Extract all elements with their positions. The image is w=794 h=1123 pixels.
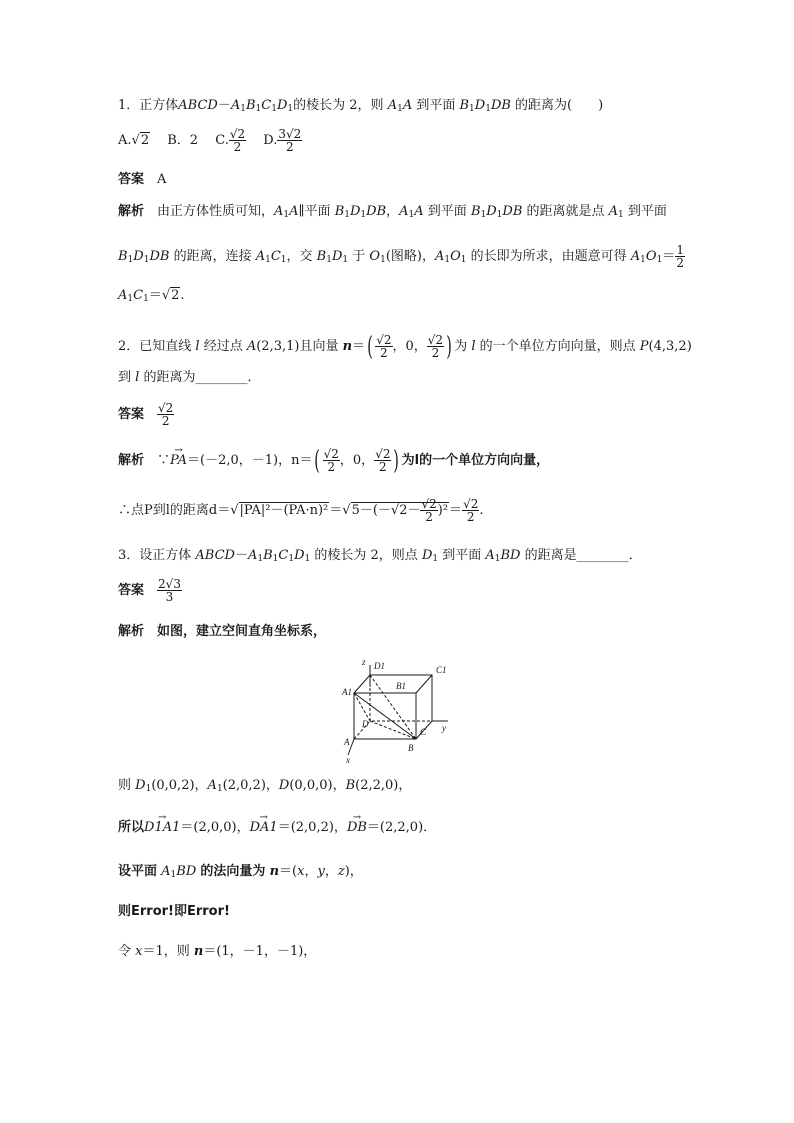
q2-stem-1: 2．已知直线 l 经过点 A(2,3,1)且向量 n＝( $\frac{√2}{2}$ ，0， $\frac{√2}{2}$ ) 为 l 的一个单位方向向量，则点 P(4,3,2) bbox=[118, 331, 692, 362]
q1-stem: 1．正方体$ABCD-A_1B_1C_1D_1$的棱长为 2，则 $A_1A$ 到平面 $B_1D_1DB$ 的距离为( ) bbox=[118, 98, 604, 114]
q1-analysis-3: $A_1C_1=√2$. bbox=[118, 288, 185, 304]
q1-analysis-1: 解析 由正方体性质可知，$A_1A\parallel$平面 $B_1D_1DB$，$A_1A$ 到平面 $B_1D_1DB$ 的距离就是点 $A_1$ 到平面 bbox=[118, 204, 667, 220]
label-B: B bbox=[408, 743, 414, 753]
label-C: C bbox=[420, 727, 427, 737]
q3-coords: 则 $D_1(0,0,2)$，$A_1(2,0,2)$，D(0,0,0)，B(2,2,0)， bbox=[118, 778, 412, 794]
q3-answer: 答案 $\frac{2√3}{3}$ bbox=[118, 577, 181, 604]
cube-figure bbox=[340, 655, 460, 765]
q3-stem: 3．设正方体 $ABCD-A_1B_1C_1D_1$ 的棱长为 2，则点 $D_1$ 到平面 $A_1BD$ 的距离是________． bbox=[118, 548, 642, 564]
label-D: D bbox=[362, 719, 369, 729]
q3-error: 则Error!即Error! bbox=[118, 904, 230, 919]
label-A: A bbox=[344, 737, 350, 747]
q1-answer: 答案 A bbox=[118, 172, 167, 187]
label-B1: B1 bbox=[396, 681, 406, 691]
label-C1: C1 bbox=[436, 665, 447, 675]
q2-analysis-2: ∴点P到l的距离d＝√|PA|²－(PA·n)²＝√5－(－√2－ $\frac{√2}{2}$ )²＝ $\frac{√2}{2}$ . bbox=[118, 497, 484, 524]
label-z: z bbox=[362, 657, 366, 667]
q2-answer: 答案 $\frac{√2}{2}$ bbox=[118, 401, 174, 428]
q3-normal: 设平面 $A_1BD$ 的法向量为 n＝(x，y，z)， bbox=[118, 864, 363, 880]
q3-vectors: 所以→ D1A1＝(2,0,0)，→ DA1＝(2,0,2)，→ DB＝(2,2,0)． bbox=[118, 818, 436, 838]
q1-options: A.√2 B．2 C. $\frac{√2}{2}$ D. $\frac{3√2}{2}$ bbox=[118, 127, 302, 154]
q3-let: 令 x＝1，则 n＝(1，－1，－1)， bbox=[118, 944, 317, 959]
label-x: x bbox=[346, 755, 350, 765]
q1-analysis-2: $B_1D_1DB$ 的距离，连接 $A_1C_1$，交 $B_1D_1$ 于 $O_1$(图略)，$A_1O_1$ 的长即为所求，由题意可得 $A_1O_1=$ $\frac{1}{2}$ bbox=[118, 243, 684, 270]
q2-analysis-1: 解析 ∵→ PA＝(－2,0，－1)，n＝( $\frac{√2}{2}$ ，0， $\frac{√2}{2}$ ) 为l的一个单位方向向量， bbox=[118, 448, 549, 473]
q3-analysis-1: 解析 如图，建立空间直角坐标系， bbox=[118, 624, 327, 639]
label-D1: D1 bbox=[374, 661, 385, 671]
q2-stem-2: 到 l 的距离为________． bbox=[118, 370, 261, 385]
label-A1: A1 bbox=[342, 687, 352, 697]
label-y: y bbox=[442, 723, 446, 733]
